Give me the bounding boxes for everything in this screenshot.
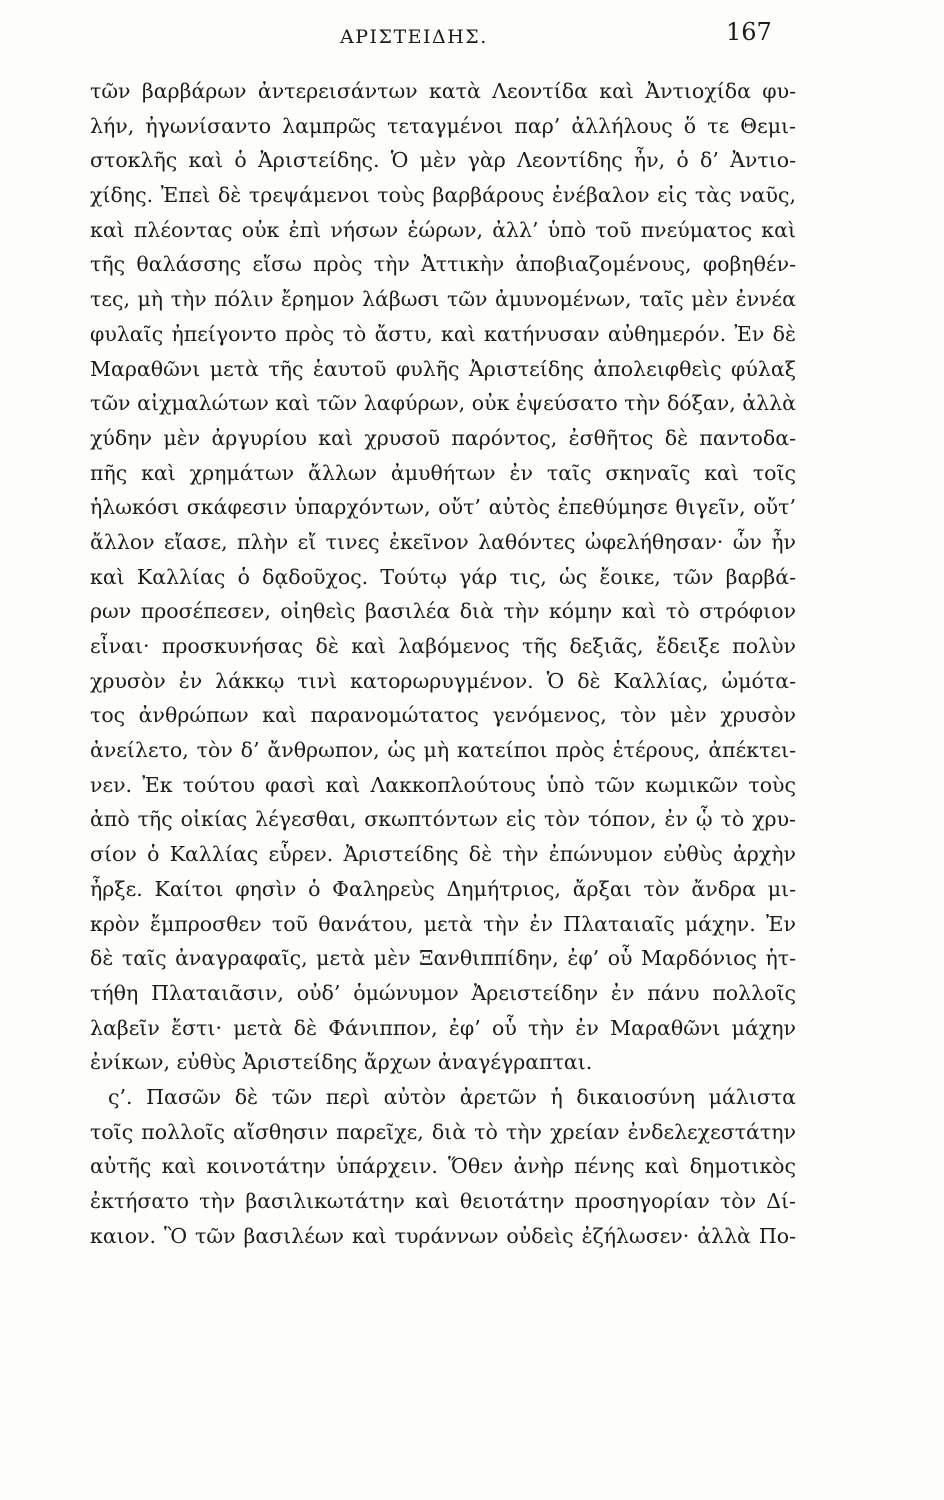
running-title: ΑΡΙΣΤΕΙΔΗΣ. (340, 26, 488, 48)
text-line: ἦρξε. Καίτοι φησὶν ὁ Φαληρεὺς Δημήτριος, ἄρξαι τὸν ἄνδρα μι- (90, 876, 796, 901)
text-line: εἶναι· προσκυνήσας δὲ καὶ λαβόμενος τῆς δεξιᾶς, ἔδειξε πολὺν (90, 634, 796, 658)
page-header (0, 18, 944, 58)
text-line: καὶ Καλλίας ὁ δᾳδοῦχος. Τούτῳ γάρ τις, ὡς ἔοικε, τῶν βαρβά- (90, 564, 796, 589)
text-line: τήθη Πλαταιᾶσιν, οὐδ’ ὁμώνυμον Ἀρειστείδην ἐν πάνυ πολλοῖς (90, 980, 796, 1005)
text-line-paragraph-end: ἐνίκων, εὐθὺς Ἀριστείδης ἄρχων ἀναγέγραπται. (90, 1050, 593, 1075)
text-line: χίδης. Ἐπεὶ δὲ τρεψάμενοι τοὺς βαρβάρους ἐνέβαλον εἰς τὰς ναῦς, (90, 183, 796, 208)
text-line: πῆς καὶ χρημάτων ἄλλων ἀμυθήτων ἐν ταῖς σκηναῖς καὶ τοῖς (90, 460, 796, 485)
text-line: χύδην μὲν ἀργυρίου καὶ χρυσοῦ παρόντος, ἐσθῆτος δὲ παντοδα- (90, 425, 796, 450)
text-line: τῶν αἰχμαλώτων καὶ τῶν λαφύρων, οὐκ ἐψεύσατο τὴν δόξαν, ἀλλὰ (90, 391, 796, 416)
text-line: ἀπὸ τῆς οἰκίας λέγεσθαι, σκωπτόντων εἰς τὸν τόπον, ἐν ᾧ τὸ χρυ- (90, 807, 796, 832)
section-start-line: ς’. Πασῶν δὲ τῶν περὶ αὐτὸν ἀρετῶν ἡ δικαιοσύνη μάλιστα (108, 1084, 796, 1109)
text-line: αὐτῆς καὶ κοινοτάτην ὑπάρχειν. Ὅθεν ἀνὴρ πένης καὶ δημοτικὸς (90, 1154, 796, 1179)
text-line: λαβεῖν ἔστι· μετὰ δὲ Φάνιππον, ἐφ’ οὗ τὴν ἐν Μαραθῶνι μάχην (90, 1015, 796, 1040)
text-line: στοκλῆς καὶ ὁ Ἀριστείδης. Ὁ μὲν γὰρ Λεοντίδης ἦν, ὁ δ’ Ἀντιο- (90, 148, 796, 173)
text-line: τος ἀνθρώπων καὶ παρανομώτατος γενόμενος, τὸν μὲν χρυσὸν (90, 703, 796, 728)
text-line: σίον ὁ Καλλίας εὗρεν. Ἀριστείδης δὲ τὴν ἐπώνυμον εὐθὺς ἀρχὴν (90, 842, 796, 867)
text-line: ἐκτήσατο τὴν βασιλικωτάτην καὶ θειοτάτην προσηγορίαν τὸν Δί- (90, 1189, 796, 1213)
text-line: καὶ πλέοντας οὐκ ἐπὶ νήσων ἑώρων, ἀλλ’ ὑπὸ τοῦ πνεύματος καὶ (90, 217, 796, 242)
text-line: τῶν βαρβάρων ἀντερεισάντων κατὰ Λεοντίδα καὶ Ἀντιοχίδα φυ- (90, 79, 796, 103)
text-line: χρυσὸν ἐν λάκκῳ τινὶ κατορωρυγμένον. Ὁ δὲ Καλλίας, ὠμότα- (90, 668, 796, 693)
text-line: φυλαῖς ἠπείγοντο πρὸς τὸ ἄστυ, καὶ κατήνυσαν αὐθημερόν. Ἐν δὲ (90, 321, 796, 346)
text-line: νεν. Ἐκ τούτου φασὶ καὶ Λακκοπλούτους ὑπὸ τῶν κωμικῶν τοὺς (90, 772, 796, 797)
text-line: λήν, ἠγωνίσαντο λαμπρῶς τεταγμένοι παρ’ ἀλλήλους ὅ τε Θεμι- (90, 113, 796, 138)
text-line: τοῖς πολλοῖς αἴσθησιν παρεῖχε, διὰ τὸ τὴν χρείαν ἐνδελεχεστάτην (90, 1119, 796, 1144)
text-line: δὲ ταῖς ἀναγραφαῖς, μετὰ μὲν Ξανθιππίδην, ἐφ’ οὗ Μαρδόνιος ἡτ- (90, 946, 796, 971)
text-line: ἡλωκόσι σκάφεσιν ὑπαρχόντων, οὔτ’ αὐτὸς ἐπεθύμησε θιγεῖν, οὔτ’ (90, 495, 796, 520)
text-line: ρων προσέπεσεν, οἰηθεὶς βασιλέα διὰ τὴν κόμην καὶ τὸ στρόφιον (90, 599, 796, 624)
text-line: Μαραθῶνι μετὰ τῆς ἑαυτοῦ φυλῆς Ἀριστείδης ἀπολειφθεὶς φύλαξ (90, 356, 796, 381)
text-line: ἀνείλετο, τὸν δ’ ἄνθρωπον, ὡς μὴ κατείποι πρὸς ἑτέρους, ἀπέκτει- (90, 738, 796, 763)
page-number: 167 (726, 18, 772, 46)
body-text (90, 74, 796, 1253)
text-line: τῆς θαλάσσης εἴσω πρὸς τὴν Ἀττικὴν ἀποβιαζομένους, φοβηθέν- (90, 252, 796, 277)
text-line: ἄλλον εἴασε, πλὴν εἴ τινες ἐκεῖνον λαθόντες ὠφελήθησαν· ὧν ἦν (90, 529, 796, 554)
text-line: κρὸν ἔμπροσθεν τοῦ θανάτου, μετὰ τὴν ἐν Πλαταιαῖς μάχην. Ἐν (90, 911, 796, 936)
text-line: καιον. Ὃ τῶν βασιλέων καὶ τυράννων οὐδεὶς ἐζήλωσεν· ἀλλὰ Πο- (90, 1223, 796, 1248)
text-line: τες, μὴ τὴν πόλιν ἔρημον λάβωσι τῶν ἀμυνομένων, ταῖς μὲν ἐννέα (90, 287, 796, 312)
